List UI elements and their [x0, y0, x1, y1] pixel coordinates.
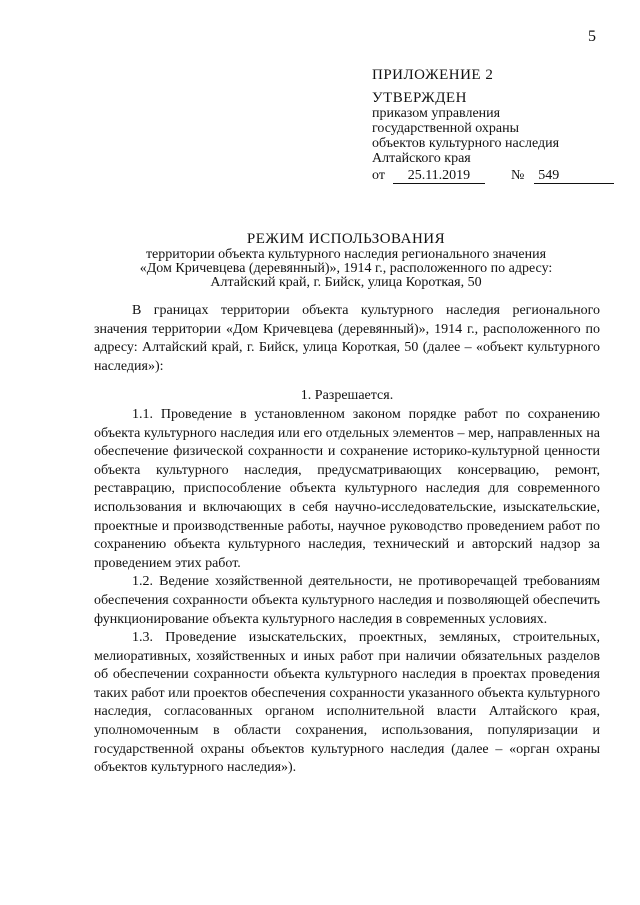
approved-label: УТВЕРЖДЕН — [372, 90, 467, 106]
date-number-line — [372, 168, 614, 184]
approval-line: государственной охраны — [372, 121, 520, 136]
date-prefix: от — [372, 168, 385, 183]
document-title-block — [96, 232, 596, 290]
title-line: «Дом Кричевцева (деревянный)», 1914 г., расположенного по адресу: — [139, 261, 553, 276]
approval-line: Алтайского края — [372, 151, 471, 166]
title-line: территории объекта культурного наследия регионального значения — [145, 247, 547, 262]
approval-block — [372, 68, 614, 184]
title-line: Алтайский край, г. Бийск, улица Короткая, 50 — [210, 275, 482, 290]
document-body — [94, 302, 600, 778]
item-paragraph: 1.1. Проведение в установленном законом порядке работ по сохранению объекта культурного наследия или его отдельных элементов – мер, направленных на обеспечение физической сохранности и сохранение историко-культурной ценности объекта культурного наследия, предусматривающих консервацию, ремонт, реставрацию, приспособление объекта культурного наследия для современного использования и включающих в себя научно-исследовательские, изыскательские, проектные и производственные работы, научное руководство проведением работ по сохранению объекта культурного наследия, технический и авторский надзор за проведением этих работ. — [94, 406, 600, 571]
item-paragraph: 1.3. Проведение изыскательских, проектных, земляных, строительных, мелиоративных, хозяйственных и иных работ при наличии обязательных разделов об обеспечении сохранности объекта культурного наследия в проектах проведения таких работ или проектов обеспечения сохранности указанного объекта культурного наследия, согласованных органом исполнительной власти Алтайского края, уполномоченным в области сохранения, использования, популяризации и государственной охраны объектов культурного наследия (далее – «орган охраны объектов культурного наследия»). — [94, 630, 600, 776]
section-heading: 1. Разрешается. — [300, 388, 394, 404]
approval-line: объектов культурного наследия — [372, 136, 560, 151]
item-paragraph: 1.2. Ведение хозяйственной деятельности, не противоречащей требованиям обеспечения сохранности объекта культурного наследия и позволяющей обеспечить функционирование объекта культурного наследия в современных условиях. — [94, 574, 600, 627]
intro-paragraph: В границах территории объекта культурного наследия регионального значения территории «Дом Кричевцева (деревянный)», 1914 г., расположенного по адресу: Алтайский край, г. Бийск, улица Короткая, 50 (далее – «объект культурного наследия»): — [94, 303, 600, 374]
document-title: РЕЖИМ ИСПОЛЬЗОВАНИЯ — [246, 231, 446, 247]
order-date: 25.11.2019 — [393, 168, 485, 184]
order-number: 549 — [534, 168, 614, 184]
annex-label: ПРИЛОЖЕНИЕ 2 — [372, 67, 494, 83]
page-number: 5 — [588, 28, 596, 45]
number-prefix: № — [510, 168, 525, 183]
approval-line: приказом управления — [372, 106, 501, 121]
